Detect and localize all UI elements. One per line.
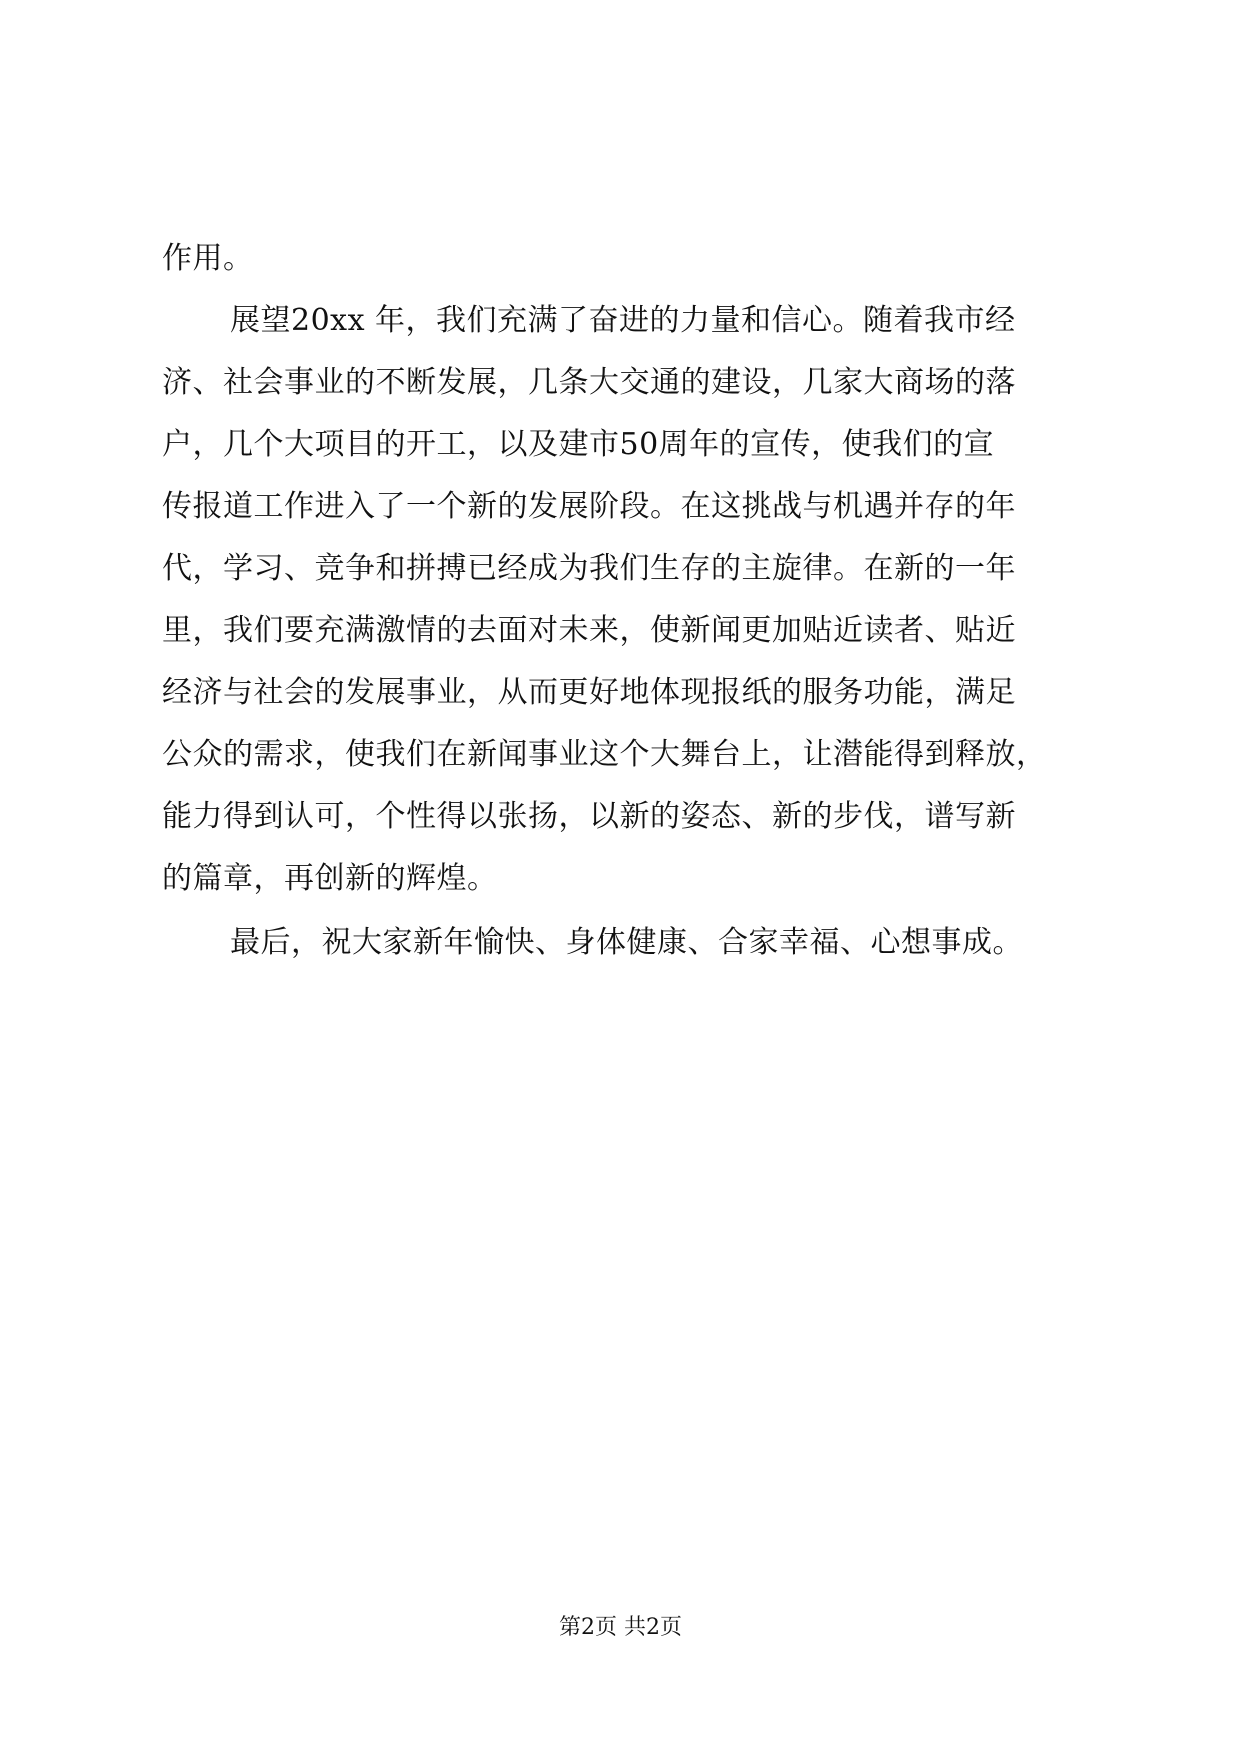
paragraph-line: 的篇章，再创新的辉煌。 [162,861,498,896]
paragraph-line: 济、社会事业的不断发展，几条大交通的建设，几家大商场的落 [162,365,1016,400]
paragraph-line: 公众的需求，使我们在新闻事业这个大舞台上，让潜能得到释放， [162,737,1047,772]
paragraph-line: 里，我们要充满激情的去面对未来，使新闻更加贴近读者、贴近 [162,613,1016,648]
document-body [162,228,1082,974]
page-footer [0,1612,1241,1644]
paragraph-line: 作用。 [162,241,254,276]
paragraph-line: 传报道工作进入了一个新的发展阶段。在这挑战与机遇并存的年 [162,489,1016,524]
page-number-label: 第2页 共2页 [559,1615,682,1640]
paragraph-line: 展望20xx 年，我们充满了奋进的力量和信心。随着我市经 [230,303,1016,338]
paragraph-line: 最后，祝大家新年愉快、身体健康、合家幸福、心想事成。 [230,925,1023,960]
paragraph-line: 户，几个大项目的开工，以及建市50周年的宣传，使我们的宣 [162,427,995,462]
paragraph-line: 经济与社会的发展事业，从而更好地体现报纸的服务功能，满足 [162,675,1016,710]
paragraph-line: 能力得到认可，个性得以张扬，以新的姿态、新的步伐，谱写新 [162,799,1016,834]
paragraph-line: 代，学习、竞争和拼搏已经成为我们生存的主旋律。在新的一年 [162,551,1016,586]
